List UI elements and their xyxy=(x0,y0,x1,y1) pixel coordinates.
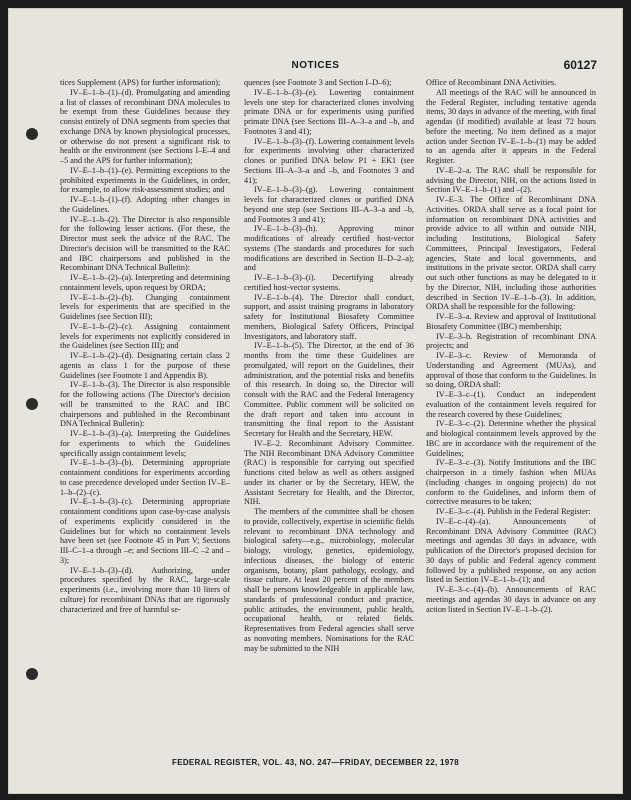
text-column-2 xyxy=(244,78,414,653)
paragraph: IV–E–1–b–(3)–(d). Authorizing, under procedures specified by the RAC, large-scale experiments (i.e., involving more than 10 liters of culture) for recombinant DNAs that are rigorously characterized and free of harmful se- xyxy=(60,565,230,614)
paragraph: IV–E–1–b–(3)–(b). Determining appropriate containment conditions for experiments according to case precedence developed under Section IV–E–1–b–(2)–(c). xyxy=(60,458,230,497)
paragraph: IV–E–1–b–(5). The Director, at the end of 36 months from the time these Guidelines are promulgated, will report on the Guidelines, their administration, and the potential risks and benefits of this research. In doing so, the Director will consult with the RAC and the Federal Interagency Committee. Public comment will be solicited on the draft report and taken into account in transmitting the final report to the Assistant Secretary for Health and the Secretary, HEW. xyxy=(244,341,414,438)
paragraph: IV–E–1–b–(3)–(h). Approving minor modifications of already certified host-vector systems (The standards and procedures for such modifications are described in Section II–D–2–a); and xyxy=(244,224,414,273)
paragraph: IV–E–1–b–(3)–(c). Determining appropriate containment conditions upon case-by-case analysis of experiments explicitly considered in the Guidelines but for which no containment levels have been set (see Footnote 45 in Part V; Sections III–C–1–a through –e; and Sections III–C –2 and –3); xyxy=(60,497,230,565)
paragraph: IV–E–2–a. The RAC shall be responsible for advising the Director, NIH, on the actions listed in Section IV–E–1–b–(1) and –(2). xyxy=(426,165,596,195)
paragraph: IV–E–1–b–(2)–(b). Changing containment levels for experiments that are specified in the Guidelines (see Section III); xyxy=(60,292,230,321)
page-footer: FEDERAL REGISTER, VOL. 43, NO. 247—FRIDAY, DECEMBER 22, 1978 xyxy=(172,758,459,767)
paragraph: Office of Recombinant DNA Activities. xyxy=(426,78,557,87)
paragraph: IV–E–1–b–(2)–(a). Interpreting and determining containment levels, upon request by ORDA; xyxy=(60,273,230,292)
paragraph: IV–E–1–b–(1)–(f). Adopting other changes in the Guidelines. xyxy=(60,195,230,214)
paragraph: IV–E–1–b–(4). The Director shall conduct, support, and assist training programs in laboratory safety for Institutional Biosafety Committee members, Biological Safety Officers, Principal Investigators, and laboratory staff. xyxy=(244,292,414,341)
paragraph: IV–E–c–(4)–(a). Announcements of Recombinant DNA Advisory Committee (RAC) meetings and agendas 30 days in advance, with publication of the Director's proposed decision for 30 days of public and Federal agency comment followed by a published response, on any action listed in Section IV–E–1–b–(1); and xyxy=(426,516,596,585)
paragraph: IV–E–2. Recombinant Advisory Committee. The NIH Recombinant DNA Advisory Committee (RAC) is responsible for carrying out specified functions cited below as well as others assigned under its charter or by the Secretary, HEW, the Assistant Secretary for Health, and the Director, NIH. xyxy=(244,438,414,507)
paragraph: IV–E–1–b–(2). The Director is also responsible for the following lesser actions. (For these, the Director must seek the advice of the RAC. The Director's decision will be transmitted to the RAC and IBC chairpersons and published in the Recombinant DNA Technical Bulletin): xyxy=(60,214,230,273)
paragraph: IV–E–3–c–(4)–(b). Announcements of RAC meetings and agendas 30 days in advance on any action listed in Section IV–E–1–b–(2). xyxy=(426,585,596,614)
paragraph: IV–E–3–c–(4). Publish in the Federal Register: xyxy=(436,507,591,516)
binder-hole xyxy=(26,398,38,410)
text-column-1 xyxy=(60,78,230,614)
binder-hole xyxy=(26,668,38,680)
paragraph: All meetings of the RAC will be announced in the Federal Register, including tentative agenda items, 30 days in advance of the meeting, with final agendas (if modified) available at least 72 hours before the meeting. No item defined as a major action under Section IV–E–1–b–(1) may be added to an agenda after it appears in the Federal Register. xyxy=(426,87,596,165)
paragraph: IV–E–3–c–(1). Conduct an independent evaluation of the containment levels required for the research covered by these Guidelines; xyxy=(426,390,596,419)
paragraph: IV–E–1–b–(3)–(e). Lowering containment levels one step for characterized clones involving primate DNA or for experiments using purified primate DNA (see Sections III–A–3–a and –b, and Footnotes 3 and 41); xyxy=(244,87,414,136)
paragraph: The members of the committee shall be chosen to provide, collectively, expertise in scientific fields relevant to recombinant DNA technology and biological safety—e.g., microbiology, molecular biology, virology, genetics, epidemiology, infectious diseases, the biology of enteric organisms, botany, plant pathology, ecology, and tissue culture. At least 20 percent of the members shall be persons knowledgeable in applicable law, standards of professional conduct and practice, public attitudes, the environment, public health, occupational health, or related fields. Representatives from Federal agencies shall serve as nonvoting members. Nominations for the RAC may be submitted to the NIH xyxy=(244,507,414,653)
paragraph: IV–E–1–b–(3)–(a). Interpreting the Guidelines for experiments to which the Guidelines specifically assign containment levels; xyxy=(60,429,230,458)
paragraph: IV–E–3–a. Review and approval of Institutional Biosafety Committee (IBC) membership; xyxy=(426,312,596,331)
page-number: 60127 xyxy=(563,58,597,72)
paragraph: IV–E–1–b–(1)–(e). Permitting exceptions to the prohibited experiments in the Guidelines, in order, for example, to allow risk-assessment studies; and xyxy=(60,165,230,195)
text-column-3 xyxy=(426,78,596,614)
paragraph: IV–E–1–b–(3)–(g). Lowering containment levels for characterized clones or purified DNA beyond one step (see Sections III–A–3–a and –b, and Footnotes 3 and 41); xyxy=(244,185,414,224)
section-header: NOTICES xyxy=(291,60,340,71)
paragraph: IV–E–1–b–(1)–(d). Promulgating and amending a list of classes of recombinant DNA molecules to be exempt from these Guidelines because they consist entirely of DNA segments from species that exchange DNA by known physiological processes, or otherwise do not present a significant risk to health or the environment (see Sections I–E–4 and –5 and the APS for further information); xyxy=(60,87,230,165)
paragraph: IV–E–3–c–(2). Determine whether the physical and biological containment levels approved by the IBC are in accordance with the requirement of the Guidelines; xyxy=(426,419,596,458)
paragraph: IV–E–1–b–(3)–(i). Decertifying already certified host-vector systems. xyxy=(244,273,414,292)
paragraph: IV–E–1–b–(2)–(c). Assigning containment levels for experiments not explicitly considered in the Guidelines (see Section III); and xyxy=(60,321,230,351)
paragraph: IV–E–1–b–(3). The Director is also responsible for the following actions (The Director's decision will be transmitted to the RAC and IBC chairpersons and published in the Recombinant DNA Technical Bulletin): xyxy=(60,380,230,429)
paragraph: IV–E–1–b–(2)–(d). Designating certain class 2 agents as class 1 for the purpose of these Guidelines (see Footnote 1 and Appendix B). xyxy=(60,351,230,380)
paragraph: IV–E–3–c. Review of Memoranda of Understanding and Agreement (MUAs), and approval of those that conform to the Guidelines. In so doing, ORDA shall: xyxy=(426,351,596,390)
paragraph: IV–E–3–c–(3). Notify Institutions and the IBC chairperson in a timely fashion when MUAs (including changes in ongoing projects) do not conform to the Guidelines, and inform them of corrective measures to be taken; xyxy=(426,458,596,507)
paragraph: IV–E–3. The Office of Recombinant DNA Activities. ORDA shall serve as a focal point for information on recombinant DNA activities and provide advice to all within and outside NIH, including Institutions, Biological Safety Committees, Principal Investigators, Federal agencies, State and local governments, and institutions in the private sector. ORDA shall carry out such other functions as may be delegated to it by the Director, NIH, including those authorities described in Section IV–E–1–b–(3). In addition, ORDA shall be responsible for the following: xyxy=(426,195,596,312)
binder-hole xyxy=(26,128,38,140)
document-page xyxy=(8,8,623,794)
paragraph: quences (see Footnote 3 and Section I–D–6); xyxy=(244,78,392,87)
paragraph: IV–E–3–b. Registration of recombinant DNA projects; and xyxy=(426,331,596,351)
paragraph: IV–E–1–b–(3)–(f). Lowering containment levels for experiments involving other characterized clones or purified DNA below P1 + EK1 (see Sections III–A–3–a and –b, and Footnotes 3 and 41); xyxy=(244,136,414,185)
paragraph: tices Supplement (APS) for further information); xyxy=(60,78,221,87)
